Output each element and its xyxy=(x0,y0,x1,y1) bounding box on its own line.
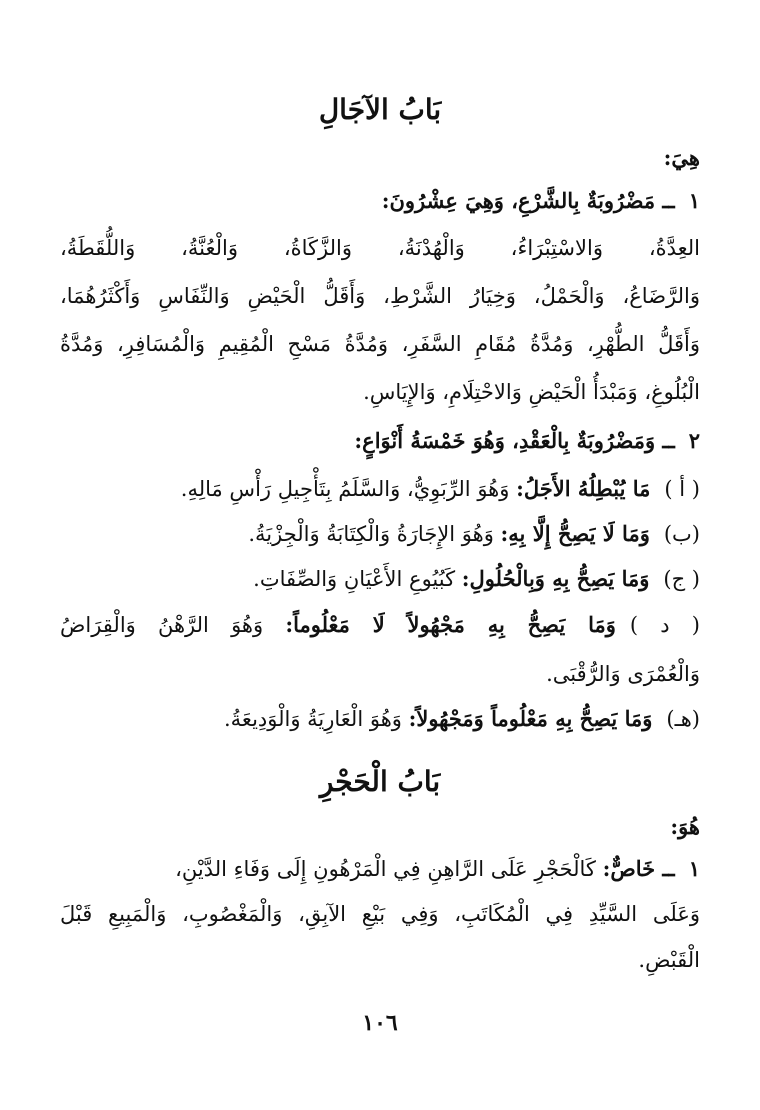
paragraph-line: وَعَلَى السَّيِّدِ فِي الْمُكَاتَبِ، وَفِي بَيْعِ الآبِقِ، وَالْمَغْصُوبِ، وَالْمَبِيعِ قَبْلَ xyxy=(60,902,700,926)
sub-item-label: ( ج) xyxy=(663,567,700,591)
section-title-hajr: بَابُ الْحَجْرِ xyxy=(319,765,441,798)
item-number: ٢ xyxy=(688,428,700,453)
sub-item-term: وَمَا يَصِحُّ بِهِ وَبِالْحُلُولِ: xyxy=(461,566,650,591)
item-1-heading xyxy=(382,190,700,212)
hajr-item-1 xyxy=(175,858,700,880)
page-number: ١٠٦ xyxy=(362,1010,398,1036)
sub-item-label: (هـ) xyxy=(666,707,700,731)
section-title-ajal: بَابُ الآجَالِ xyxy=(318,93,442,126)
item-heading-text: ــ خَاصٌّ: xyxy=(602,856,675,881)
sub-item-term: وَمَا يَصِحُّ بِهِ مَعْلُوماً وَمَجْهُولاً: xyxy=(408,706,653,731)
sub-item-text: كَبُيُوعِ الأَعْيَانِ وَالصِّفَاتِ. xyxy=(253,567,456,591)
sub-item-text: وَهُوَ الرَّهْنُ وَالْقِرَاضُ xyxy=(60,613,264,637)
item-number: ١ xyxy=(688,188,700,213)
section-intro-hajr: هُوَ: xyxy=(670,814,700,839)
sub-item-term: وَمَا لَا يَصِحُّ إِلَّا بِهِ: xyxy=(500,521,650,546)
sub-item-label: (ب) xyxy=(663,522,700,546)
paragraph-line: الْقَبْضِ. xyxy=(638,948,700,972)
sub-item-d-continued: وَالْعُمْرَى وَالرُّقْبَى. xyxy=(546,662,700,686)
sub-item-b xyxy=(248,523,700,545)
item-text: كَالْحَجْرِ عَلَى الرَّاهِنِ فِي الْمَرْهُونِ إِلَى وَفَاءِ الدَّيْنِ، xyxy=(175,857,596,881)
sub-item-a xyxy=(181,478,700,500)
item-2-heading xyxy=(354,430,700,452)
paragraph-line: وَالرَّضَاعُ، وَالْحَمْلُ، وَخِيَارُ الشَّرْطِ، وَأَقَلُّ الْحَيْضِ وَالنِّفَاسِ وَأَكْثَرُهُمَا، xyxy=(60,284,700,308)
item-heading-text: ــ مَضْرُوبَةٌ بِالشَّرْعِ، وَهِيَ عِشْرُونَ: xyxy=(381,188,675,213)
sub-item-term: مَا يُبْطِلُهُ الأَجَلُ: xyxy=(516,476,651,501)
sub-item-term: وَمَا يَصِحُّ بِهِ مَجْهُولاً لَا مَعْلُوماً: xyxy=(285,612,616,637)
sub-item-text: وَهُوَ الإِجَارَةُ وَالْكِتَابَةُ وَالْجِزْيَةُ. xyxy=(248,522,494,546)
sub-item-d xyxy=(60,614,700,636)
sub-item-text: وَهُوَ الرِّبَوِيُّ، وَالسَّلَمُ بِتَأْجِيلِ رَأْسِ مَالِهِ. xyxy=(180,477,510,501)
section-intro-ajal: هِيَ: xyxy=(663,145,700,170)
item-heading-text: ــ وَمَضْرُوبَةٌ بِالْعَقْدِ، وَهُوَ خَمْسَةُ أَنْوَاعٍ: xyxy=(354,428,675,453)
sub-item-e xyxy=(224,708,700,730)
item-number: ١ xyxy=(688,856,700,881)
sub-item-text: وَهُوَ الْعَارِيَةُ وَالْوَدِيعَةُ. xyxy=(224,707,402,731)
sub-item-c xyxy=(253,568,700,590)
sub-item-label: ( أ ) xyxy=(664,477,700,501)
paragraph-line: العِدَّةُ، وَالاسْتِبْرَاءُ، وَالْهُدْنَةُ، وَالزَّكَاةُ، وَالْعُنَّةُ، وَاللُّقَطَةُ، xyxy=(60,236,700,260)
paragraph-line: وَأَقَلُّ الطُّهْرِ، وَمُدَّةُ مُقَامِ السَّفَرِ، وَمُدَّةُ مَسْحِ الْمُقِيمِ وَالْمُسَافِرِ، وَمُدَّةُ xyxy=(60,332,700,356)
paragraph-line: الْبُلُوغِ، وَمَبْدَأُ الْحَيْضِ وَالاحْتِلَامِ، وَالإِيَاسِ. xyxy=(363,380,700,404)
sub-item-label: ( د ) xyxy=(629,613,700,637)
